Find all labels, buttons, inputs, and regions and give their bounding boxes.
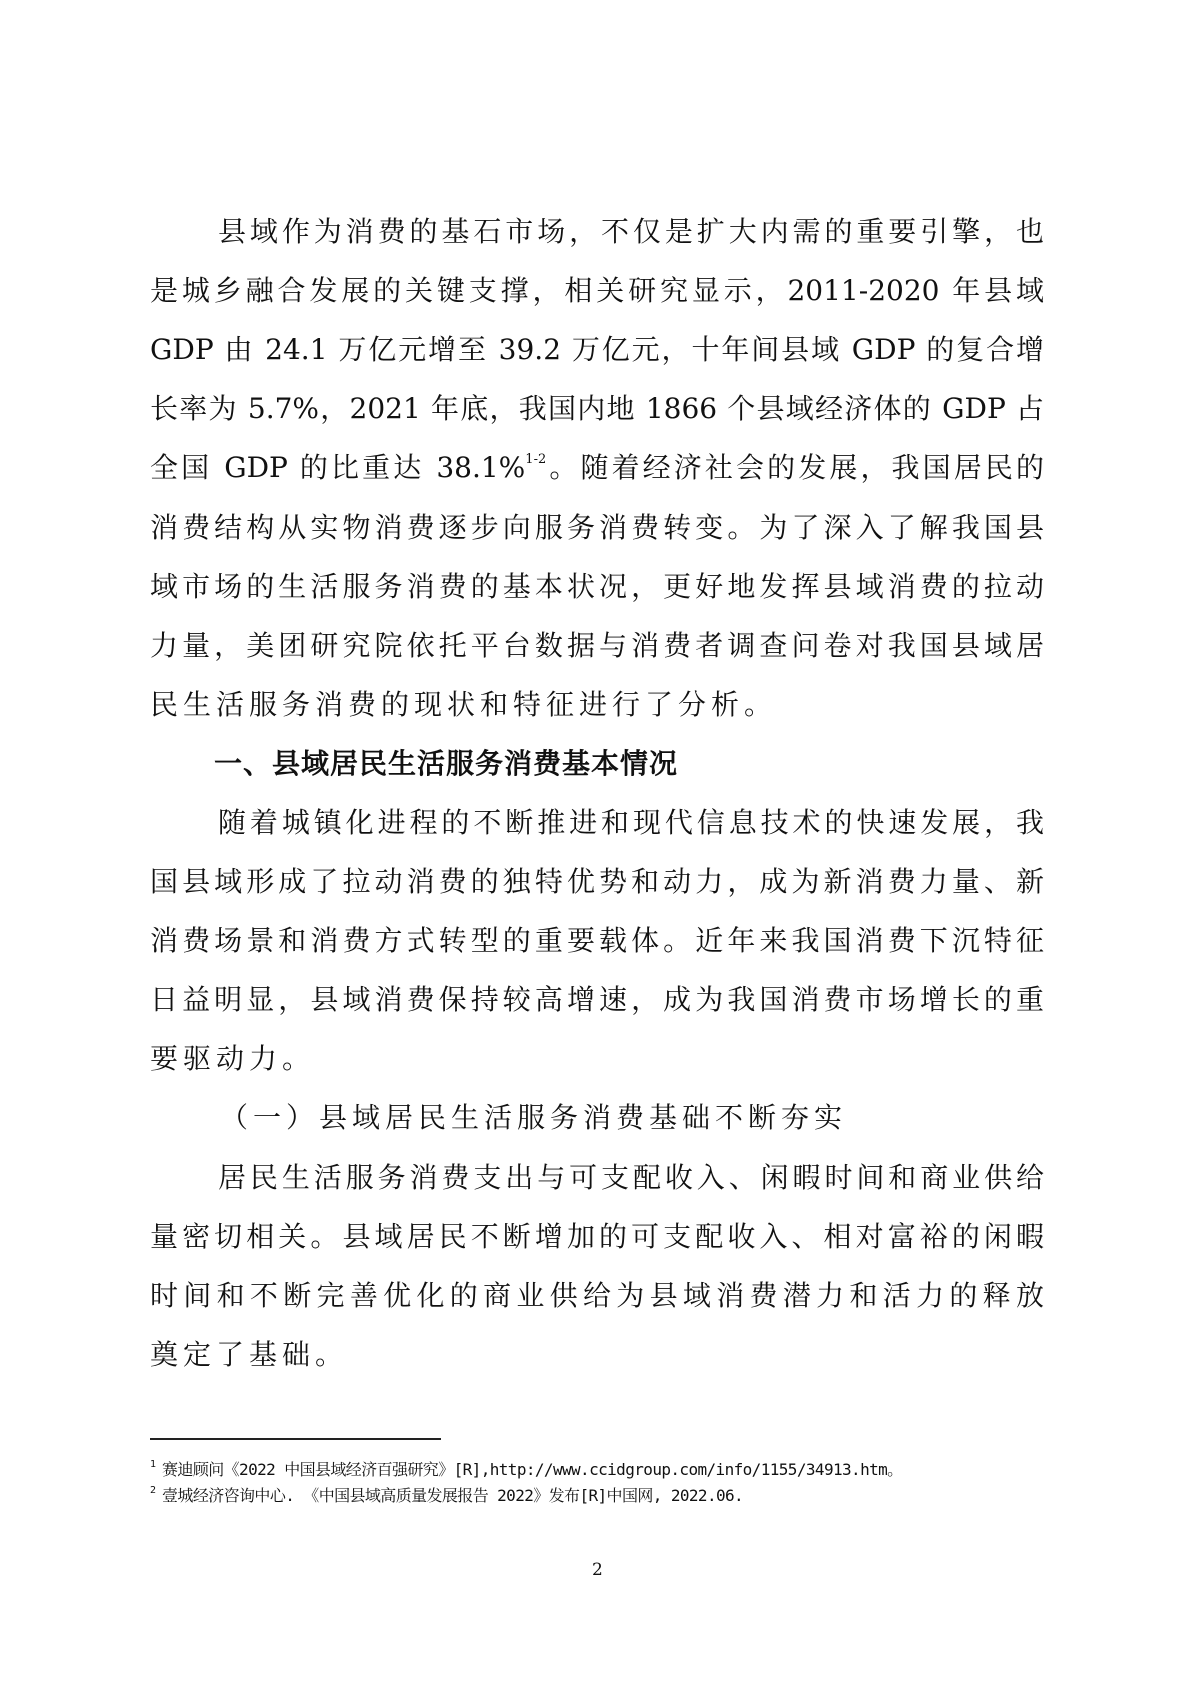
- text-segment: 全国 GDP 的比重达 38.1%: [150, 451, 526, 484]
- footnote-reference[interactable]: 1-2: [525, 452, 547, 467]
- text-line: 日益明显，县域消费保持较高增速，成为我国消费市场增长的重: [150, 983, 1044, 1016]
- text-line: 消费结构从实物消费逐步向服务消费转变。为了深入了解我国县: [150, 511, 1044, 544]
- text-line: 随着城镇化进程的不断推进和现代信息技术的快速发展，我: [218, 806, 1044, 839]
- subsection-heading: （一）县域居民生活服务消费基础不断夯实: [220, 1101, 848, 1134]
- page-number: 2: [592, 1560, 603, 1580]
- footnote-text[interactable]: 赛迪顾问《2022 中国县域经济百强研究》[R],http://www.ccidgroup.com/info/1155/34913.htm。: [162, 1460, 903, 1479]
- text-line: 县域作为消费的基石市场，不仅是扩大内需的重要引擎，也: [218, 215, 1044, 248]
- footnote-2: [150, 1483, 743, 1506]
- text-line: 长率为 5.7%，2021 年底，我国内地 1866 个县域经济体的 GDP 占: [150, 392, 1044, 425]
- footnote-mark: 1: [150, 1459, 157, 1470]
- section-heading: 一、县域居民生活服务消费基本情况: [214, 747, 679, 780]
- footnote-1: [150, 1457, 903, 1480]
- text-line: GDP 由 24.1 万亿元增至 39.2 万亿元，十年间县域 GDP 的复合增: [150, 333, 1044, 366]
- text-line: 要驱动力。: [150, 1042, 316, 1075]
- text-line: 消费场景和消费方式转型的重要载体。近年来我国消费下沉特征: [150, 924, 1044, 957]
- text-line: 量密切相关。县域居民不断增加的可支配收入、相对富裕的闲暇: [150, 1220, 1044, 1253]
- text-line: [150, 448, 1044, 488]
- footnote-mark: 2: [150, 1485, 157, 1496]
- text-line: 奠定了基础。: [150, 1338, 349, 1371]
- text-line: 时间和不断完善优化的商业供给为县域消费潜力和活力的释放: [150, 1279, 1044, 1312]
- text-line: 民生活服务消费的现状和特征进行了分析。: [150, 688, 778, 721]
- text-line: 国县域形成了拉动消费的独特优势和动力，成为新消费力量、新: [150, 865, 1044, 898]
- text-line: 是城乡融合发展的关键支撑，相关研究显示，2011-2020 年县域: [150, 274, 1044, 307]
- footnote-separator: [150, 1438, 441, 1440]
- text-segment: 。随着经济社会的发展，我国居民的: [546, 451, 1044, 484]
- text-line: 力量，美团研究院依托平台数据与消费者调查问卷对我国县域居: [150, 629, 1044, 662]
- text-line: 居民生活服务消费支出与可支配收入、闲暇时间和商业供给: [218, 1161, 1044, 1194]
- text-line: 域市场的生活服务消费的基本状况，更好地发挥县域消费的拉动: [150, 570, 1044, 603]
- footnote-text: 壹城经济咨询中心. 《中国县域高质量发展报告 2022》发布[R]中国网, 2022.06.: [162, 1486, 744, 1505]
